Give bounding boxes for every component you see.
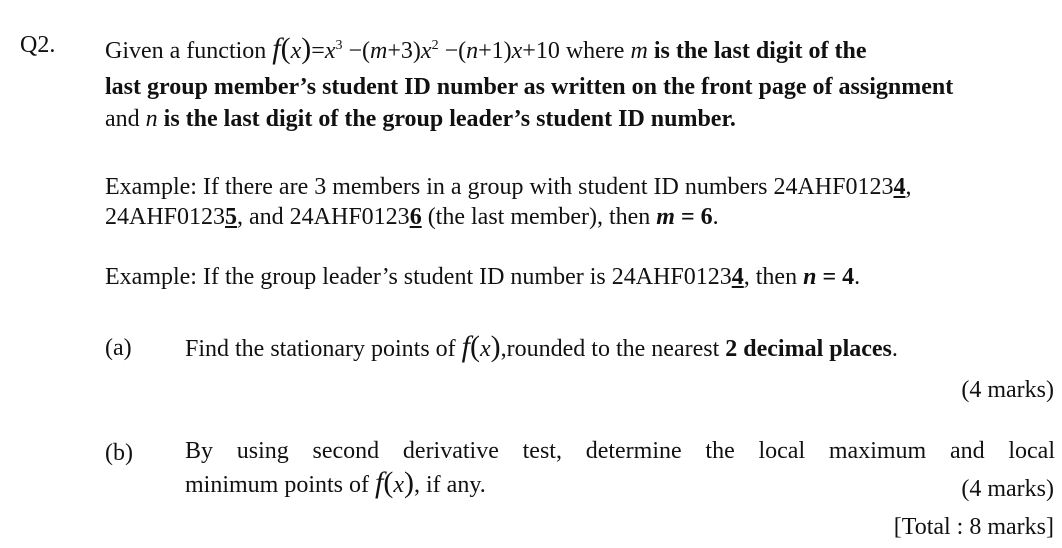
- question-line-3: and n is the last digit of the group leader’s student ID number.: [105, 105, 736, 132]
- question-number: Q2.: [20, 32, 56, 58]
- example-1-line-1: Example: If there are 3 members in a group with student ID numbers 24AHF01234,: [105, 174, 912, 200]
- example-1-line-2: 24AHF01235, and 24AHF01236 (the last member), then m = 6.: [105, 204, 719, 230]
- part-a-text: Find the stationary points of f(x),rounded to the nearest 2 decimal places.: [185, 330, 898, 363]
- example-1: [105, 172, 1055, 232]
- part-b-marks: (4 marks): [961, 476, 1054, 502]
- part-b-line-2: minimum points of f(x), if any.: [185, 466, 486, 499]
- total-marks: [Total : 8 marks]: [893, 514, 1054, 540]
- part-a-label: (a): [105, 335, 132, 361]
- part-b-label: (b): [105, 440, 133, 466]
- part-a-marks: (4 marks): [961, 377, 1054, 403]
- question-text: [105, 30, 1055, 134]
- part-b-text: [185, 436, 1055, 502]
- question-line-1: Given a function $f(x)=x^3 -(m+3)x^2 -(n+1)x+10$ where m is the last digit of the: [105, 32, 867, 65]
- question-line-2: last group member’s student ID number as written on the front page of assignment: [105, 73, 954, 100]
- example-2: Example: If the group leader’s student ID number is 24AHF01234, then n = 4.: [105, 264, 861, 290]
- part-b-line-1: By using second derivative test, determine the local maximum and local: [185, 438, 1055, 464]
